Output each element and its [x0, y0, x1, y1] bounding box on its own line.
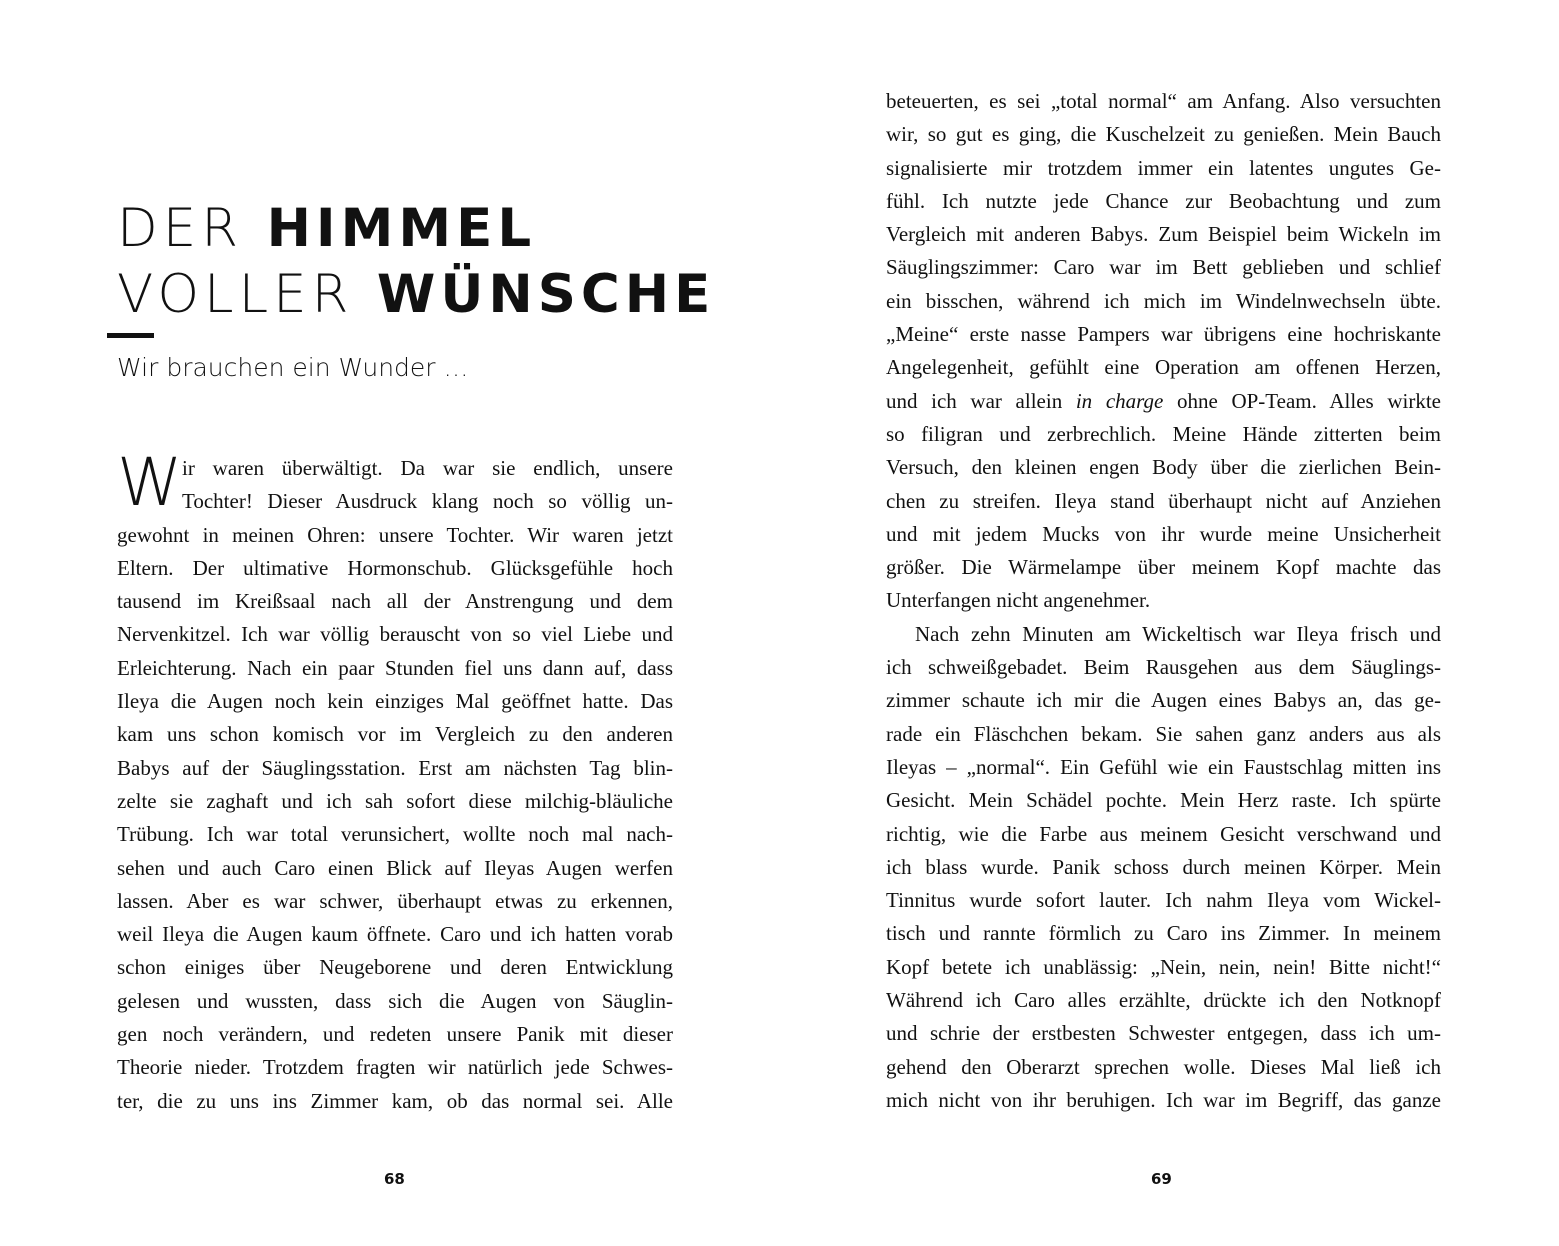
text-line-with-italic: [886, 385, 1441, 418]
page-number-left: 68: [384, 1170, 405, 1188]
text-line: zelte sie zaghaft und ich sah sofort diese milchig-bläuliche: [117, 788, 673, 813]
text-line: größer. Die Wärmelampe über meinem Kopf machte das: [886, 555, 1441, 580]
text-line: und schrie der erstbesten Schwester entgegen, dass ich um-: [886, 1021, 1441, 1046]
text-fragment: ohne OP-Team. Alles wirkte: [1163, 388, 1441, 413]
text-line: gen noch verändern, und redeten unsere Panik mit dieser: [117, 1022, 673, 1047]
title-rule: [107, 333, 154, 338]
text-line: weil Ileya die Augen kaum öffnete. Caro und ich hatten vorab: [117, 922, 673, 947]
text-line: beteuerten, es sei „total normal“ am Anfang. Also versuchten: [886, 89, 1441, 113]
text-line: Trübung. Ich war total verunsichert, wollte noch mal nach-: [117, 822, 673, 847]
drop-cap: W: [117, 444, 183, 521]
page-number-right: 69: [1151, 1170, 1172, 1188]
text-line: chen zu streifen. Ileya stand überhaupt nicht auf Anziehen: [886, 488, 1441, 513]
left-body-text: [117, 444, 673, 1118]
text-line: signalisierte mir trotzdem immer ein latentes ungutes Ge-: [886, 155, 1441, 180]
text-line: Kopf betete ich unablässig: „Nein, nein, nein! Bitte nicht!“: [886, 954, 1441, 979]
text-line: tausend im Kreißsaal nach all der Anstrengung und dem: [117, 589, 673, 614]
text-line: und mit jedem Mucks von ihr wurde meine Unsicherheit: [886, 521, 1441, 546]
text-line: Nervenkitzel. Ich war völlig berauscht von so viel Liebe und: [117, 622, 673, 647]
text-line: Theorie nieder. Trotzdem fragten wir natürlich jede Schwes-: [117, 1055, 673, 1080]
right-body-text: [886, 85, 1441, 1117]
chapter-subtitle: Wir brauchen ein Wunder …: [117, 353, 469, 382]
text-line: Ileyas – „normal“. Ein Gefühl wie ein Faustschlag mitten ins: [886, 754, 1441, 779]
text-fragment: und ich war allein: [886, 388, 1076, 413]
text-line: Säuglingszimmer: Caro war im Bett geblieben und schlief: [886, 255, 1441, 280]
text-line: Erleichterung. Nach ein paar Stunden fiel uns dann auf, dass: [117, 655, 673, 680]
text-line: Unterfangen nicht angenehmer.: [886, 588, 1151, 613]
text-line: ich blass wurde. Panik schoss durch meinen Körper. Mein: [886, 854, 1441, 879]
text-line: Nach zehn Minuten am Wickeltisch war Ileya frisch und: [915, 621, 1441, 646]
text-line: gelesen und wussten, dass sich die Augen von Säuglin-: [117, 988, 673, 1013]
text-line: ich schweißgebadet. Beim Rausgehen aus dem Säuglings-: [886, 655, 1441, 680]
text-line: rade ein Fläschchen bekam. Sie sahen ganz anders aus als: [886, 721, 1441, 746]
text-line: Vergleich mit anderen Babys. Zum Beispiel beim Wickeln im: [886, 222, 1441, 247]
text-line: ein bisschen, während ich mich im Windelnwechseln übte.: [886, 288, 1441, 313]
chapter-title: [117, 196, 715, 328]
title-word-wuensche: WÜNSCHE: [376, 264, 716, 325]
text-line: wir, so gut es ging, die Kuschelzeit zu genießen. Mein Bauch: [886, 122, 1441, 147]
text-line: Gesicht. Mein Schädel pochte. Mein Herz raste. Ich spürte: [886, 788, 1441, 813]
text-line: Tinnitus wurde sofort lauter. Ich nahm Ileya vom Wickel-: [886, 888, 1441, 913]
text-line: Eltern. Der ultimative Hormonschub. Glücksgefühle hoch: [117, 555, 673, 580]
text-line: tisch und rannte förmlich zu Caro ins Zimmer. In meinem: [886, 921, 1441, 946]
title-word-der: DER: [117, 198, 244, 259]
text-line: ter, die zu uns ins Zimmer kam, ob das normal sei. Alle: [117, 1088, 673, 1113]
text-line: lassen. Aber es war schwer, überhaupt etwas zu erkennen,: [117, 888, 673, 913]
italic-phrase: in charge: [1075, 388, 1164, 413]
text-line: ir waren überwältigt. Da war sie endlich, unsere: [182, 456, 673, 480]
text-line: Babys auf der Säuglingsstation. Erst am nächsten Tag blin-: [117, 755, 673, 780]
text-line: „Meine“ erste nasse Pampers war übrigens eine hochriskante: [886, 322, 1441, 347]
text-line: richtig, wie die Farbe aus meinem Gesicht verschwand und: [886, 821, 1441, 846]
text-line: Tochter! Dieser Ausdruck klang noch so völlig un-: [182, 489, 673, 514]
text-line: Angelegenheit, gefühlt eine Operation am offenen Herzen,: [886, 355, 1441, 380]
text-line: gewohnt in meinen Ohren: unsere Tochter. Wir waren jetzt: [117, 522, 673, 547]
text-line: mich nicht von ihr beruhigen. Ich war im Begriff, das ganze: [886, 1087, 1441, 1112]
text-line: fühl. Ich nutzte jede Chance zur Beobachtung und zum: [886, 188, 1441, 213]
text-line: kam uns schon komisch vor im Vergleich zu den anderen: [117, 722, 673, 747]
text-line: so filigran und zerbrechlich. Meine Hände zitterten beim: [886, 421, 1441, 446]
text-line: sehen und auch Caro einen Blick auf Ileyas Augen werfen: [117, 855, 673, 880]
text-line: gehend den Oberarzt sprechen wolle. Dieses Mal ließ ich: [886, 1054, 1441, 1079]
text-line: Versuch, den kleinen engen Body über die zierlichen Bein-: [886, 455, 1441, 480]
text-line: Während ich Caro alles erzählte, drückte ich den Notknopf: [886, 988, 1441, 1013]
text-line: Ileya die Augen noch kein einziges Mal geöffnet hatte. Das: [117, 689, 673, 714]
title-word-voller: VOLLER: [117, 264, 354, 325]
text-line: schon einiges über Neugeborene und deren Entwicklung: [117, 955, 673, 980]
title-word-himmel: HIMMEL: [266, 198, 537, 259]
text-line: zimmer schaute ich mir die Augen eines Babys an, das ge-: [886, 688, 1441, 713]
